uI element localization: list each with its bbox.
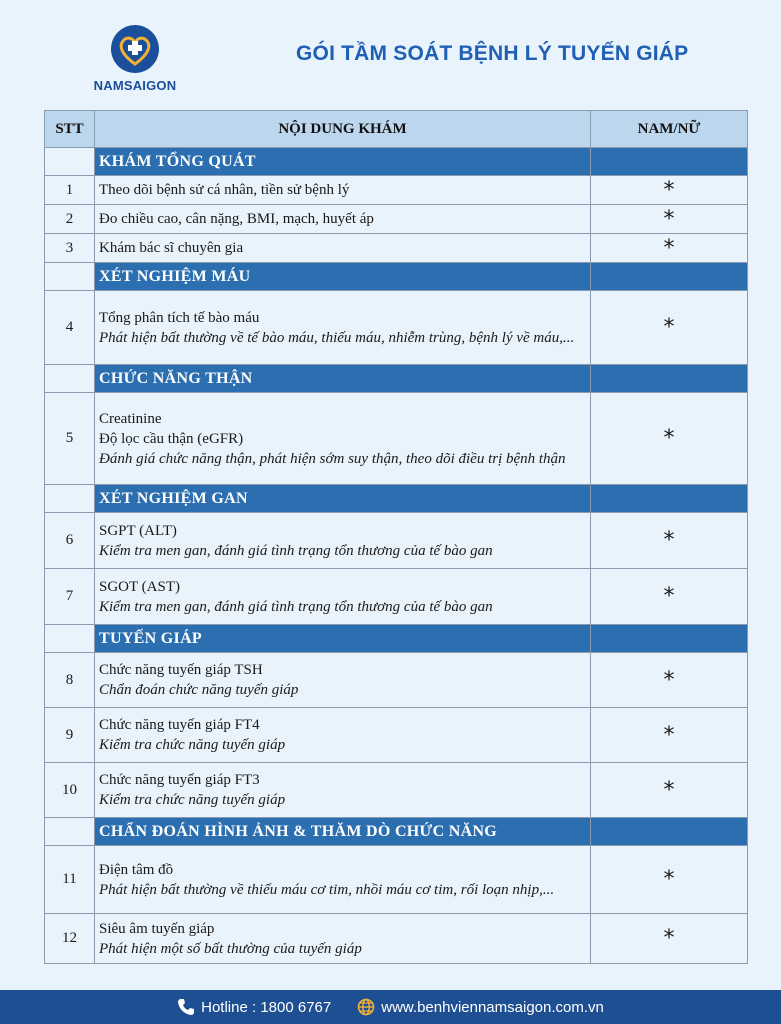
row-stt: 11: [45, 846, 95, 914]
exam-description: Kiểm tra men gan, đánh giá tình trạng tổn thương của tế bào gan: [99, 542, 493, 559]
page-title: GÓI TẦM SOÁT BỆNH LÝ TUYẾN GIÁP: [296, 42, 689, 65]
exam-name: Theo dõi bệnh sử cá nhân, tiền sử bệnh lý: [99, 182, 350, 198]
table-row: [45, 653, 748, 708]
section-row: [45, 263, 748, 291]
exam-description: Chẩn đoán chức năng tuyến giáp: [99, 682, 299, 698]
exam-name: SGOT (AST): [99, 578, 180, 595]
exam-name: Siêu âm tuyến giáp: [99, 920, 215, 937]
row-content: [95, 763, 591, 818]
section-fill: [591, 148, 748, 176]
row-mark: *: [591, 205, 748, 234]
section-spacer: [45, 625, 95, 653]
exam-description: Đánh giá chức năng thận, phát hiện sớm suy thận, theo dõi điều trị bệnh thận: [99, 450, 566, 467]
row-stt: 12: [45, 914, 95, 964]
row-mark: *: [591, 846, 748, 914]
exam-name: Chức năng tuyến giáp FT3: [99, 772, 260, 788]
row-stt: 3: [45, 234, 95, 263]
exam-name-secondary: Độ lọc cầu thận (eGFR): [99, 430, 244, 447]
exam-name: Chức năng tuyến giáp TSH: [99, 662, 263, 678]
table-row: [45, 291, 748, 365]
table-row: [45, 914, 748, 964]
section-spacer: [45, 365, 95, 393]
row-mark: *: [591, 653, 748, 708]
column-header-sex: NAM/NỮ: [591, 111, 748, 148]
exam-name: SGPT (ALT): [99, 522, 177, 539]
hotline[interactable]: [177, 998, 331, 1016]
exam-name: Đo chiều cao, cân nặng, BMI, mạch, huyết áp: [99, 211, 374, 227]
table-row: [45, 513, 748, 569]
row-stt: 10: [45, 763, 95, 818]
section-title: XÉT NGHIỆM MÁU: [95, 263, 591, 291]
table-row: [45, 234, 748, 263]
row-content: [95, 914, 591, 964]
exam-description: Kiểm tra chức năng tuyến giáp: [99, 792, 286, 808]
section-fill: [591, 818, 748, 846]
row-mark: *: [591, 234, 748, 263]
exam-description: Phát hiện bất thường về thiếu máu cơ tim, nhồi máu cơ tim, rối loạn nhịp,...: [99, 881, 555, 898]
section-title: TUYẾN GIÁP: [95, 625, 591, 653]
row-mark: *: [591, 763, 748, 818]
hotline-text: Hotline : 1800 6767: [201, 998, 332, 1016]
exam-description: Phát hiện bất thường về tế bào máu, thiếu máu, nhiễm trùng, bệnh lý về máu,...: [99, 329, 575, 346]
exam-name: Khám bác sĩ chuyên gia: [99, 240, 244, 256]
row-content: [95, 846, 591, 914]
footer-bar: [0, 990, 781, 1024]
row-mark: *: [591, 513, 748, 569]
page-header: [0, 0, 781, 108]
table-row: [45, 176, 748, 205]
website-text: www.benhviennamsaigon.com.vn: [381, 998, 604, 1016]
section-row: [45, 485, 748, 513]
row-content: [95, 205, 591, 234]
section-title: CHẨN ĐOÁN HÌNH ẢNH & THĂM DÒ CHỨC NĂNG: [95, 818, 591, 846]
section-fill: [591, 365, 748, 393]
exam-description: Kiểm tra men gan, đánh giá tình trạng tổn thương của tế bào gan: [99, 598, 493, 615]
row-content: [95, 176, 591, 205]
column-header-content: NỘI DUNG KHÁM: [95, 111, 591, 148]
globe-icon: [357, 998, 375, 1016]
row-stt: 7: [45, 569, 95, 625]
section-spacer: [45, 485, 95, 513]
row-content: [95, 513, 591, 569]
heart-cross-icon: [107, 24, 163, 74]
row-stt: 2: [45, 205, 95, 234]
row-mark: *: [591, 393, 748, 485]
row-stt: 9: [45, 708, 95, 763]
row-stt: 5: [45, 393, 95, 485]
row-content: [95, 393, 591, 485]
exam-package-table: [44, 110, 748, 964]
row-content: [95, 653, 591, 708]
row-mark: *: [591, 708, 748, 763]
exam-description: Phát hiện một số bất thường của tuyến giáp: [99, 940, 362, 957]
exam-name: Chức năng tuyến giáp FT4: [99, 717, 260, 733]
row-mark: *: [591, 569, 748, 625]
exam-name: Creatinine: [99, 410, 162, 427]
row-mark: *: [591, 176, 748, 205]
row-mark: *: [591, 914, 748, 964]
section-title: CHỨC NĂNG THẬN: [95, 365, 591, 393]
section-row: [45, 625, 748, 653]
row-content: [95, 234, 591, 263]
table-row: [45, 569, 748, 625]
brand-name: NAMSAIGON: [93, 78, 177, 93]
row-content: [95, 291, 591, 365]
section-row: [45, 818, 748, 846]
section-spacer: [45, 148, 95, 176]
row-stt: 4: [45, 291, 95, 365]
table-row: [45, 763, 748, 818]
section-spacer: [45, 263, 95, 291]
table-row: [45, 393, 748, 485]
section-title: XÉT NGHIỆM GAN: [95, 485, 591, 513]
row-stt: 1: [45, 176, 95, 205]
row-stt: 6: [45, 513, 95, 569]
row-content: [95, 708, 591, 763]
website-link[interactable]: [357, 998, 604, 1016]
table-row: [45, 205, 748, 234]
row-mark: *: [591, 291, 748, 365]
exam-name: Điện tâm đồ: [99, 861, 174, 878]
exam-name: Tổng phân tích tế bào máu: [99, 309, 260, 326]
phone-icon: [177, 998, 195, 1016]
exam-description: Kiểm tra chức năng tuyến giáp: [99, 737, 286, 753]
section-fill: [591, 485, 748, 513]
column-header-stt: STT: [45, 111, 95, 148]
section-fill: [591, 263, 748, 291]
section-fill: [591, 625, 748, 653]
section-row: [45, 365, 748, 393]
section-row: [45, 148, 748, 176]
section-spacer: [45, 818, 95, 846]
section-title: KHÁM TỔNG QUÁT: [95, 148, 591, 176]
namsaigon-logo: [92, 24, 178, 96]
table-row: [45, 846, 748, 914]
row-stt: 8: [45, 653, 95, 708]
row-content: [95, 569, 591, 625]
table-header-row: [45, 111, 748, 148]
table-row: [45, 708, 748, 763]
